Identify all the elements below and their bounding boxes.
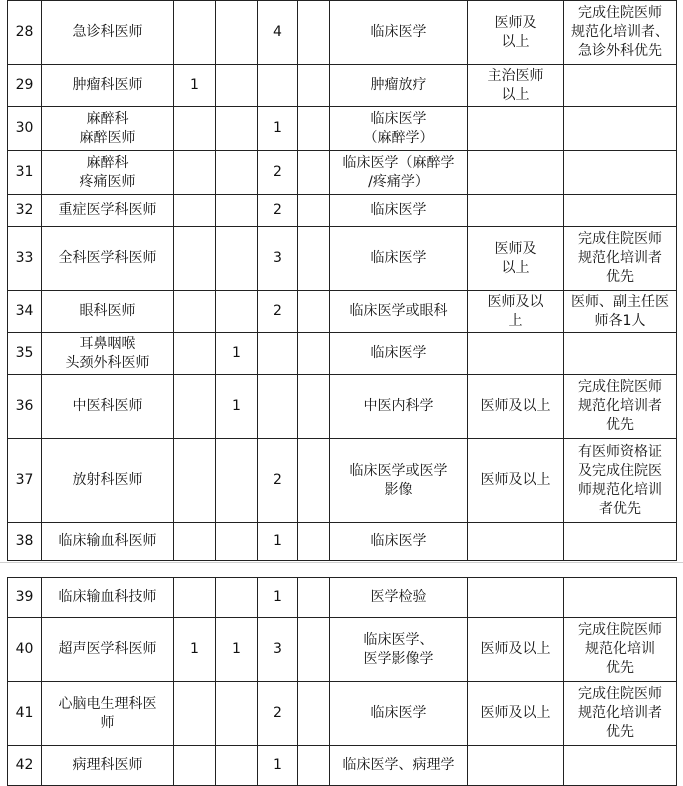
quota-count-cell: 1	[258, 523, 298, 561]
quota-count-cell: 3	[258, 618, 298, 682]
remark-cell: 医师、副主任医 师各1人	[564, 291, 677, 333]
remark-cell: 完成住院医师 规范化培训者 优先	[564, 375, 677, 439]
table-row	[8, 1, 677, 65]
quota-c-cell	[298, 746, 330, 786]
quota-b-cell	[216, 107, 258, 151]
title-requirement-cell	[468, 333, 564, 375]
major-cell: 临床医学	[330, 333, 468, 375]
remark-cell	[564, 65, 677, 107]
row-number-cell: 40	[8, 618, 42, 682]
quota-a-cell	[174, 746, 216, 786]
remark-cell: 有医师资格证 及完成住院医 师规范化培训 者优先	[564, 439, 677, 523]
major-cell: 中医内科学	[330, 375, 468, 439]
title-requirement-cell: 医师及以上	[468, 439, 564, 523]
quota-a-cell	[174, 107, 216, 151]
table-row	[8, 333, 677, 375]
title-requirement-cell: 医师及以上	[468, 682, 564, 746]
quota-c-cell	[298, 227, 330, 291]
table-row	[8, 523, 677, 561]
quota-count-cell: 2	[258, 151, 298, 195]
quota-c-cell	[298, 578, 330, 618]
major-cell: 临床医学或医学 影像	[330, 439, 468, 523]
table-row	[8, 682, 677, 746]
position-name-cell: 麻醉科 疼痛医师	[42, 151, 174, 195]
quota-count-cell	[258, 65, 298, 107]
quota-c-cell	[298, 195, 330, 227]
quota-a-cell	[174, 291, 216, 333]
quota-c-cell	[298, 333, 330, 375]
quota-b-cell	[216, 195, 258, 227]
table-row	[8, 618, 677, 682]
remark-cell	[564, 151, 677, 195]
quota-c-cell	[298, 1, 330, 65]
position-name-cell: 全科医学科医师	[42, 227, 174, 291]
major-cell: 临床医学（麻醉学 /疼痛学）	[330, 151, 468, 195]
quota-c-cell	[298, 291, 330, 333]
quota-b-cell	[216, 291, 258, 333]
quota-b-cell	[216, 227, 258, 291]
quota-b-cell	[216, 151, 258, 195]
quota-c-cell	[298, 439, 330, 523]
major-cell: 临床医学、 医学影像学	[330, 618, 468, 682]
quota-count-cell	[258, 333, 298, 375]
position-name-cell: 耳鼻咽喉 头颈外科医师	[42, 333, 174, 375]
title-requirement-cell	[468, 107, 564, 151]
page-break	[0, 562, 683, 577]
remark-cell: 完成住院医师 规范化培训 优先	[564, 618, 677, 682]
remark-cell	[564, 746, 677, 786]
table-body-lower	[8, 578, 677, 786]
table-row	[8, 107, 677, 151]
major-cell: 临床医学	[330, 682, 468, 746]
quota-c-cell	[298, 151, 330, 195]
table-row	[8, 746, 677, 786]
table-row	[8, 227, 677, 291]
major-cell: 临床医学	[330, 1, 468, 65]
position-name-cell: 放射科医师	[42, 439, 174, 523]
title-requirement-cell	[468, 578, 564, 618]
row-number-cell: 28	[8, 1, 42, 65]
table-row	[8, 195, 677, 227]
quota-b-cell	[216, 439, 258, 523]
position-name-cell: 眼科医师	[42, 291, 174, 333]
row-number-cell: 39	[8, 578, 42, 618]
quota-a-cell	[174, 1, 216, 65]
recruitment-table-lower	[7, 577, 677, 786]
remark-cell	[564, 107, 677, 151]
major-cell: 临床医学	[330, 227, 468, 291]
quota-count-cell: 2	[258, 195, 298, 227]
table-row	[8, 439, 677, 523]
position-name-cell: 临床输血科技师	[42, 578, 174, 618]
row-number-cell: 41	[8, 682, 42, 746]
title-requirement-cell: 医师及以上	[468, 375, 564, 439]
quota-b-cell	[216, 682, 258, 746]
remark-cell	[564, 195, 677, 227]
quota-c-cell	[298, 523, 330, 561]
quota-a-cell	[174, 682, 216, 746]
table-row	[8, 151, 677, 195]
quota-a-cell	[174, 195, 216, 227]
quota-c-cell	[298, 65, 330, 107]
major-cell: 临床医学 （麻醉学）	[330, 107, 468, 151]
quota-b-cell	[216, 578, 258, 618]
quota-c-cell	[298, 375, 330, 439]
table-body-upper	[8, 1, 677, 561]
position-name-cell: 临床输血科医师	[42, 523, 174, 561]
title-requirement-cell: 医师及 以上	[468, 1, 564, 65]
quota-a-cell	[174, 523, 216, 561]
recruitment-table-upper	[7, 0, 677, 561]
position-name-cell: 心脑电生理科医 师	[42, 682, 174, 746]
remark-cell	[564, 578, 677, 618]
quota-count-cell: 2	[258, 291, 298, 333]
quota-a-cell	[174, 578, 216, 618]
remark-cell: 完成住院医师 规范化培训者 优先	[564, 227, 677, 291]
remark-cell	[564, 333, 677, 375]
quota-a-cell	[174, 375, 216, 439]
major-cell: 临床医学或眼科	[330, 291, 468, 333]
quota-count-cell: 1	[258, 578, 298, 618]
quota-count-cell: 2	[258, 682, 298, 746]
quota-b-cell: 1	[216, 333, 258, 375]
quota-c-cell	[298, 682, 330, 746]
position-name-cell: 急诊科医师	[42, 1, 174, 65]
quota-a-cell	[174, 227, 216, 291]
quota-b-cell: 1	[216, 618, 258, 682]
row-number-cell: 29	[8, 65, 42, 107]
quota-count-cell: 1	[258, 107, 298, 151]
major-cell: 肿瘤放疗	[330, 65, 468, 107]
quota-count-cell: 4	[258, 1, 298, 65]
quota-a-cell	[174, 333, 216, 375]
quota-count-cell: 2	[258, 439, 298, 523]
table-row	[8, 65, 677, 107]
quota-count-cell: 1	[258, 746, 298, 786]
title-requirement-cell: 主治医师 以上	[468, 65, 564, 107]
position-name-cell: 病理科医师	[42, 746, 174, 786]
title-requirement-cell	[468, 523, 564, 561]
row-number-cell: 36	[8, 375, 42, 439]
remark-cell: 完成住院医师 规范化培训者、 急诊外科优先	[564, 1, 677, 65]
row-number-cell: 33	[8, 227, 42, 291]
quota-c-cell	[298, 107, 330, 151]
quota-b-cell: 1	[216, 375, 258, 439]
position-name-cell: 麻醉科 麻醉医师	[42, 107, 174, 151]
quota-a-cell	[174, 151, 216, 195]
major-cell: 医学检验	[330, 578, 468, 618]
quota-a-cell	[174, 439, 216, 523]
row-number-cell: 35	[8, 333, 42, 375]
row-number-cell: 42	[8, 746, 42, 786]
table-row	[8, 578, 677, 618]
row-number-cell: 31	[8, 151, 42, 195]
major-cell: 临床医学、病理学	[330, 746, 468, 786]
remark-cell: 完成住院医师 规范化培训者 优先	[564, 682, 677, 746]
title-requirement-cell	[468, 195, 564, 227]
row-number-cell: 37	[8, 439, 42, 523]
title-requirement-cell	[468, 151, 564, 195]
quota-a-cell: 1	[174, 618, 216, 682]
position-name-cell: 重症医学科医师	[42, 195, 174, 227]
table-row	[8, 291, 677, 333]
title-requirement-cell: 医师及以上	[468, 618, 564, 682]
quota-b-cell	[216, 746, 258, 786]
remark-cell	[564, 523, 677, 561]
title-requirement-cell	[468, 746, 564, 786]
row-number-cell: 38	[8, 523, 42, 561]
title-requirement-cell: 医师及 以上	[468, 227, 564, 291]
position-name-cell: 肿瘤科医师	[42, 65, 174, 107]
major-cell: 临床医学	[330, 195, 468, 227]
row-number-cell: 34	[8, 291, 42, 333]
major-cell: 临床医学	[330, 523, 468, 561]
quota-c-cell	[298, 618, 330, 682]
table-row	[8, 375, 677, 439]
row-number-cell: 32	[8, 195, 42, 227]
quota-a-cell: 1	[174, 65, 216, 107]
quota-count-cell: 3	[258, 227, 298, 291]
position-name-cell: 超声医学科医师	[42, 618, 174, 682]
position-name-cell: 中医科医师	[42, 375, 174, 439]
title-requirement-cell: 医师及以 上	[468, 291, 564, 333]
quota-count-cell	[258, 375, 298, 439]
quota-b-cell	[216, 1, 258, 65]
quota-b-cell	[216, 65, 258, 107]
quota-b-cell	[216, 523, 258, 561]
row-number-cell: 30	[8, 107, 42, 151]
